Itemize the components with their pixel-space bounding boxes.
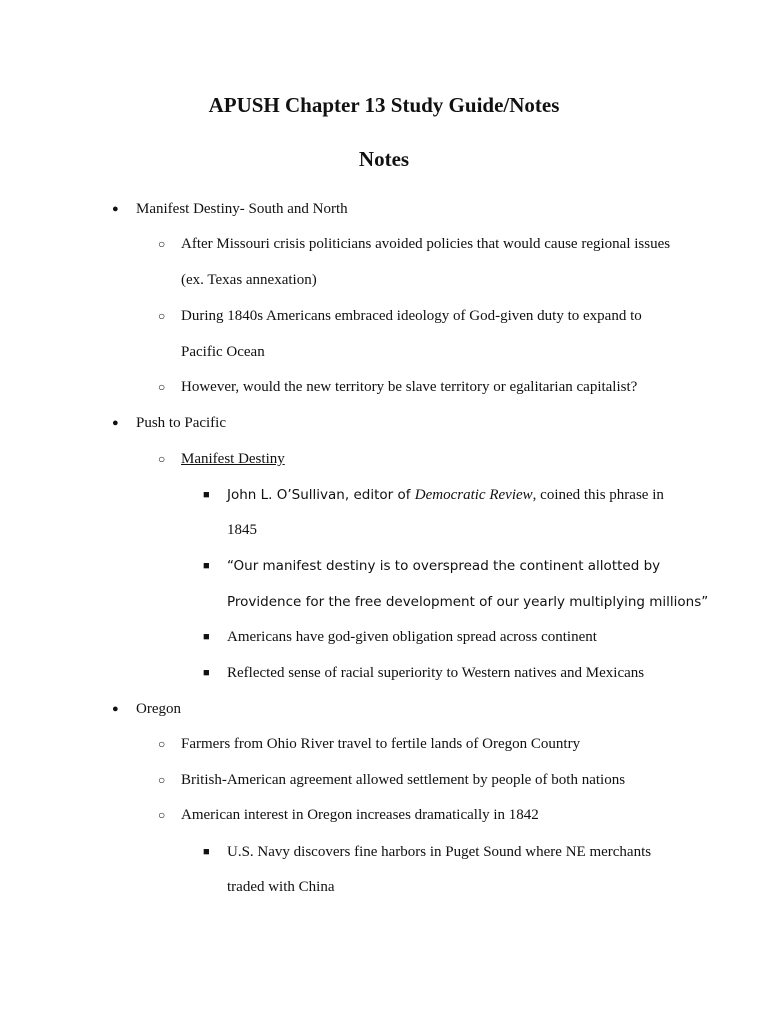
bullet-push-to-pacific: Push to Pacific	[136, 415, 226, 431]
bullet-missouri-crisis: After Missouri crisis politicians avoided policies that would cause regional issues	[181, 236, 671, 252]
bullet-1840s-ideology: During 1840s Americans embraced ideology of God-given duty to expand to	[181, 308, 642, 324]
osullivan-text-end: , coined this phrase in	[532, 487, 664, 503]
bullet-filled-circle-icon: ●	[112, 417, 119, 429]
bullet-slave-or-capitalist: However, would the new territory be slave territory or egalitarian capitalist?	[181, 379, 638, 395]
bullet-oregon: Oregon	[136, 701, 181, 717]
bullet-filled-circle-icon: ●	[112, 203, 119, 215]
bullet-filled-circle-icon: ●	[112, 703, 119, 715]
bullet-filled-square-icon: ■	[203, 631, 210, 643]
bullet-hollow-circle-icon: ○	[158, 237, 166, 251]
bullet-osullivan-cont: 1845	[227, 522, 257, 538]
bullet-british-american-agreement: British-American agreement allowed settlement by people of both nations	[181, 772, 626, 788]
bullet-hollow-circle-icon: ○	[158, 808, 166, 822]
osullivan-text-start: John L. O’Sullivan, editor of	[227, 487, 415, 503]
bullet-filled-square-icon: ■	[203, 560, 210, 572]
bullet-racial-superiority: Reflected sense of racial superiority to Western natives and Mexicans	[227, 665, 645, 681]
bullet-missouri-crisis-cont: (ex. Texas annexation)	[181, 272, 317, 288]
bullet-hollow-circle-icon: ○	[158, 737, 166, 751]
bullet-ohio-farmers: Farmers from Ohio River travel to fertile lands of Oregon Country	[181, 736, 581, 752]
bullet-god-given-obligation: Americans have god-given obligation spread across continent	[227, 629, 597, 645]
democratic-review-title: Democratic Review	[414, 487, 533, 503]
bullet-filled-square-icon: ■	[203, 667, 210, 679]
bullet-hollow-circle-icon: ○	[158, 773, 166, 787]
bullet-filled-square-icon: ■	[203, 846, 210, 858]
section-title: Notes	[358, 147, 410, 171]
bullet-filled-square-icon: ■	[203, 489, 210, 501]
bullet-quote-cont: Providence for the free development of our yearly multiplying millions”	[227, 594, 709, 610]
bullet-puget-sound-cont: traded with China	[227, 879, 335, 895]
bullet-interest-1842: American interest in Oregon increases dramatically in 1842	[181, 807, 539, 823]
bullet-hollow-circle-icon: ○	[158, 452, 166, 466]
bullet-quote: “Our manifest destiny is to overspread the continent allotted by	[227, 558, 661, 574]
bullet-hollow-circle-icon: ○	[158, 309, 166, 323]
bullet-manifest-destiny-heading: Manifest Destiny	[181, 451, 285, 467]
bullet-hollow-circle-icon: ○	[158, 380, 166, 394]
bullet-puget-sound: U.S. Navy discovers fine harbors in Puget Sound where NE merchants	[227, 844, 652, 860]
bullet-manifest-destiny-south-north: Manifest Destiny- South and North	[136, 201, 348, 217]
document-title: APUSH Chapter 13 Study Guide/Notes	[208, 93, 560, 117]
bullet-1840s-ideology-cont: Pacific Ocean	[181, 344, 265, 360]
bullet-osullivan	[227, 485, 664, 505]
